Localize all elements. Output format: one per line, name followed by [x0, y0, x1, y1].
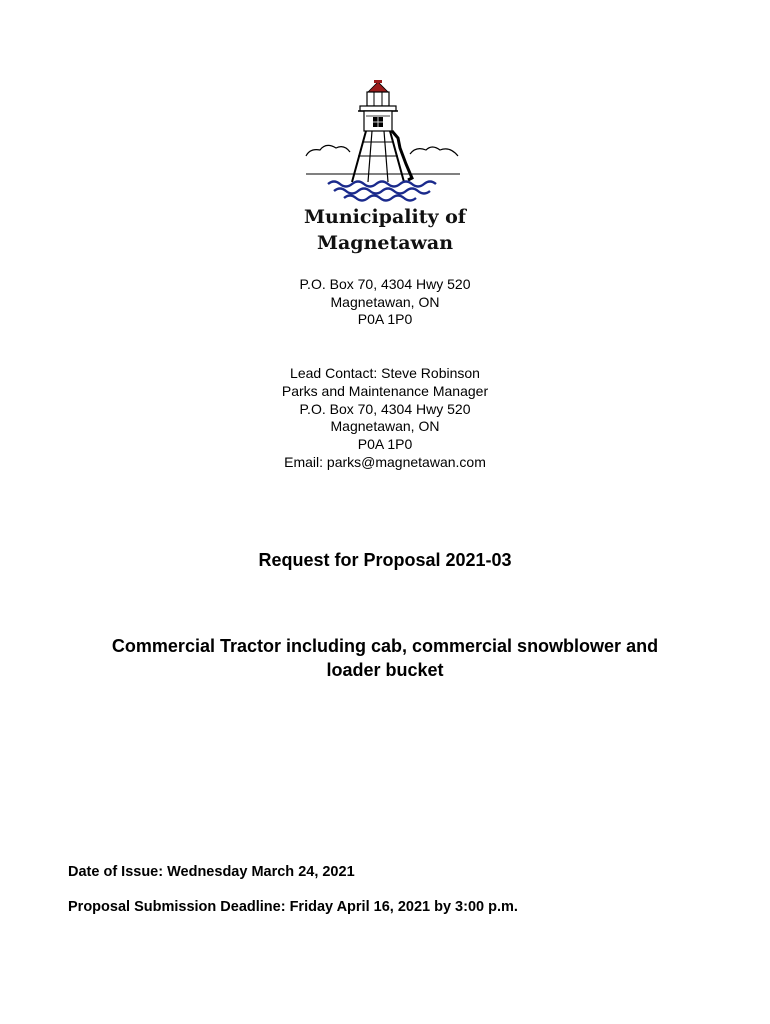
address-line: P0A 1P0: [357, 311, 413, 327]
contact-address-line: Magnetawan, ON: [330, 418, 440, 435]
address-line: Magnetawan, ON: [330, 293, 440, 310]
rfp-title: Request for Proposal 2021-03: [258, 550, 512, 570]
rfp-subject: [0, 634, 770, 682]
lighthouse-icon: [300, 78, 470, 203]
logo-text-line2: Magnetawan: [316, 232, 454, 254]
rfp-subject-line: loader bucket: [326, 660, 444, 680]
municipality-logo: [300, 78, 470, 258]
contact-email: Email: parks@magnetawan.com: [284, 453, 486, 470]
municipal-address: [0, 276, 770, 329]
contact-name: Lead Contact: Steve Robinson: [290, 365, 480, 381]
logo-text-line1: Municipality of: [304, 206, 466, 228]
contact-address-line: P.O. Box 70, 4304 Hwy 520: [299, 400, 471, 417]
lead-contact-block: [0, 365, 770, 472]
contact-address-line: P0A 1P0: [357, 436, 413, 453]
address-line: P.O. Box 70, 4304 Hwy 520: [299, 276, 471, 292]
rfp-subject-line: Commercial Tractor including cab, commercial snowblower and: [111, 636, 659, 656]
submission-deadline: Proposal Submission Deadline: Friday April 16, 2021 by 3:00 p.m.: [68, 899, 518, 915]
contact-title: Parks and Maintenance Manager: [281, 382, 489, 399]
date-of-issue: Date of Issue: Wednesday March 24, 2021: [68, 864, 355, 880]
